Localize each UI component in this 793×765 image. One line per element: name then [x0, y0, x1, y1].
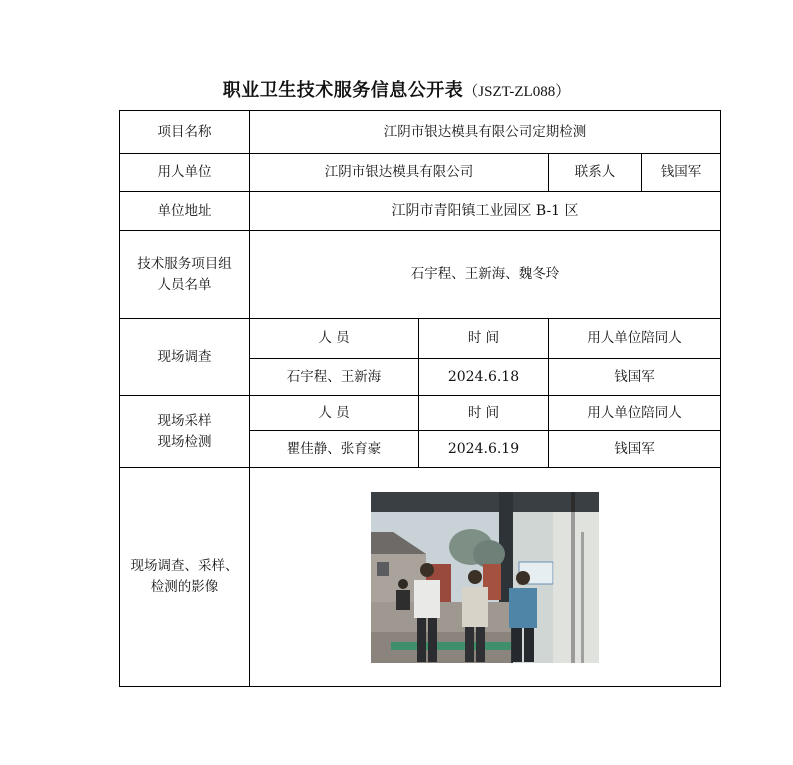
survey-header-time: 时 间 [419, 319, 549, 359]
sampling-label-line1: 现场采样 [157, 412, 212, 429]
row-images [120, 468, 721, 687]
contact-value: 钱国军 [642, 154, 721, 192]
sampling-header-escort: 用人单位陪同人 [549, 396, 721, 431]
address-label: 单位地址 [120, 192, 250, 231]
sampling-header-person: 人 员 [250, 396, 419, 431]
sampling-date: 2024.6.19 [419, 431, 549, 468]
team-label-text: 技术服务项目组人员名单 [137, 255, 232, 293]
images-cell [250, 468, 721, 687]
sampling-person: 瞿佳静、张育豪 [250, 431, 419, 468]
sampling-header-time: 时 间 [419, 396, 549, 431]
survey-date: 2024.6.18 [419, 359, 549, 396]
title-main: 职业卫生技术服务信息公开表 [222, 80, 464, 101]
employer-value: 江阴市银达模具有限公司 [250, 154, 549, 192]
survey-escort: 钱国军 [549, 359, 721, 396]
survey-header-person: 人 员 [250, 319, 419, 359]
employer-label: 用人单位 [120, 154, 250, 192]
survey-header-escort: 用人单位陪同人 [549, 319, 721, 359]
project-label: 项目名称 [120, 111, 250, 154]
page-title [0, 76, 793, 102]
row-address [120, 192, 721, 231]
contact-label: 联系人 [549, 154, 642, 192]
images-label [120, 468, 250, 687]
survey-person: 石宇程、王新海 [250, 359, 419, 396]
sampling-escort: 钱国军 [549, 431, 721, 468]
team-value: 石宇程、王新海、魏冬玲 [250, 231, 721, 319]
project-value: 江阴市银达模具有限公司定期检测 [250, 111, 721, 154]
survey-label: 现场调查 [120, 319, 250, 396]
team-label [120, 231, 250, 319]
sampling-label-line2: 现场检测 [157, 433, 212, 450]
site-photo-illustration [371, 492, 599, 663]
address-value: 江阴市青阳镇工业园区 B-1 区 [250, 192, 721, 231]
row-employer [120, 154, 721, 192]
form-code: （JSZT-ZL088） [463, 84, 571, 100]
info-table [119, 110, 721, 687]
sampling-label [120, 396, 250, 468]
row-project [120, 111, 721, 154]
images-label-text: 现场调查、采样、检测的影像 [130, 558, 239, 595]
row-sampling-header [120, 396, 721, 431]
row-team [120, 231, 721, 319]
row-survey-header [120, 319, 721, 359]
site-photo [371, 492, 599, 663]
